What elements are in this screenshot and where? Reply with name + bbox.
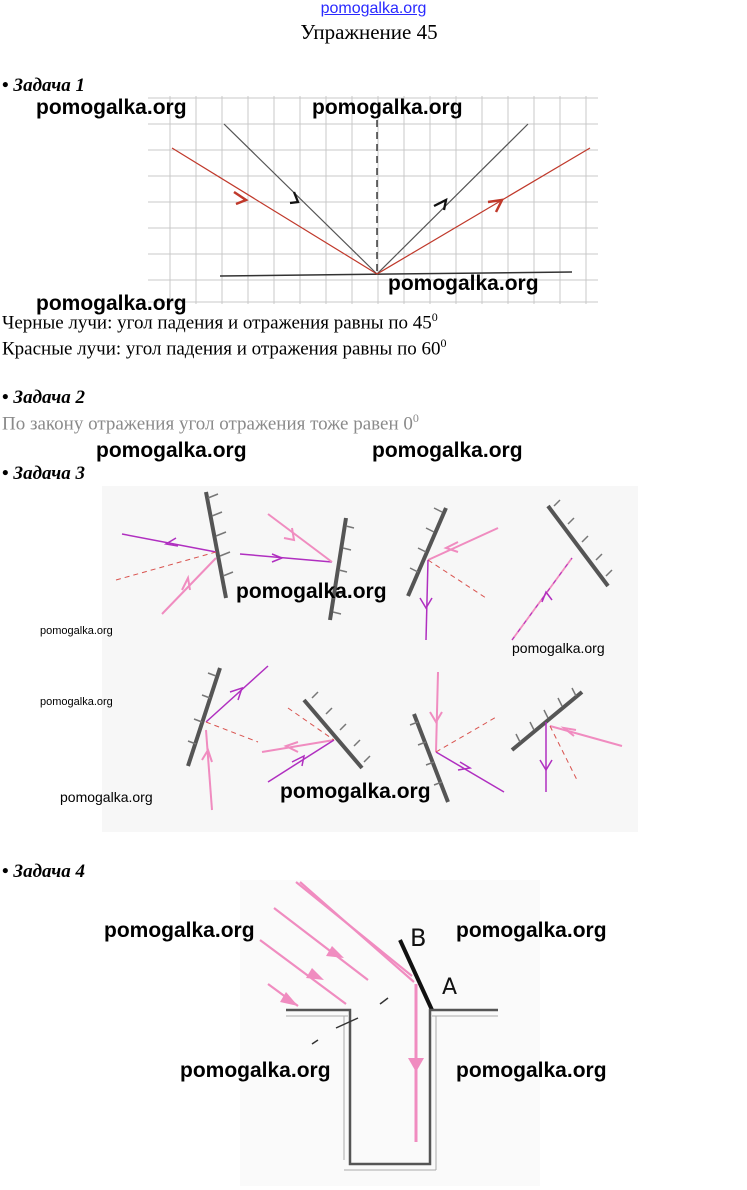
degree-sup: 0 — [412, 411, 419, 425]
answer-text: Черные лучи: угол падения и отражения равны по 45 — [2, 312, 432, 334]
watermark: pomogalka.org — [388, 272, 539, 295]
watermark: pomogalka.org — [372, 439, 523, 462]
task1-red-rays-answer — [2, 336, 447, 360]
bullet: • — [2, 387, 9, 408]
task-2-heading — [2, 387, 85, 409]
watermark: pomogalka.org — [36, 96, 187, 119]
degree-sup: 0 — [440, 336, 447, 350]
watermark: pomogalka.org — [40, 625, 113, 637]
watermark: pomogalka.org — [36, 292, 187, 315]
watermark: pomogalka.org — [96, 439, 247, 462]
task-label: Задача 1 — [13, 75, 85, 96]
black-arrow-left — [290, 192, 298, 203]
answer-text: По закону отражения угол отражения тоже равен 0 — [2, 413, 413, 435]
answer-text: Красные лучи: угол падения и отражения равны по 60 — [2, 338, 441, 360]
site-link[interactable]: pomogalka.org — [320, 0, 427, 17]
degree-sup: 0 — [431, 310, 438, 324]
task-3-heading — [2, 463, 85, 485]
watermark: pomogalka.org — [312, 96, 463, 119]
task-label: Задача 4 — [13, 861, 85, 882]
task-4-heading — [2, 861, 85, 883]
task-1-heading — [2, 75, 85, 97]
watermark: pomogalka.org — [512, 640, 605, 656]
label-a: А — [442, 975, 458, 1000]
exercise-title: Упражнение 45 — [300, 20, 438, 44]
red-arrow-right — [488, 200, 502, 212]
red-reflected-ray — [377, 148, 590, 274]
task2-answer — [2, 411, 419, 435]
watermark: pomogalka.org — [104, 919, 255, 942]
black-reflected-ray — [377, 124, 528, 274]
label-b: В — [410, 924, 427, 952]
watermark: pomogalka.org — [40, 696, 113, 708]
bullet: • — [2, 861, 9, 882]
bullet: • — [2, 75, 9, 96]
watermark: pomogalka.org — [456, 1059, 607, 1082]
task-label: Задача 3 — [13, 463, 85, 484]
bullet: • — [2, 463, 9, 484]
watermark: pomogalka.org — [60, 789, 153, 805]
watermark: pomogalka.org — [280, 780, 431, 803]
task-label: Задача 2 — [13, 387, 85, 408]
watermark: pomogalka.org — [236, 580, 387, 603]
watermark: pomogalka.org — [456, 919, 607, 942]
watermark: pomogalka.org — [180, 1059, 331, 1082]
